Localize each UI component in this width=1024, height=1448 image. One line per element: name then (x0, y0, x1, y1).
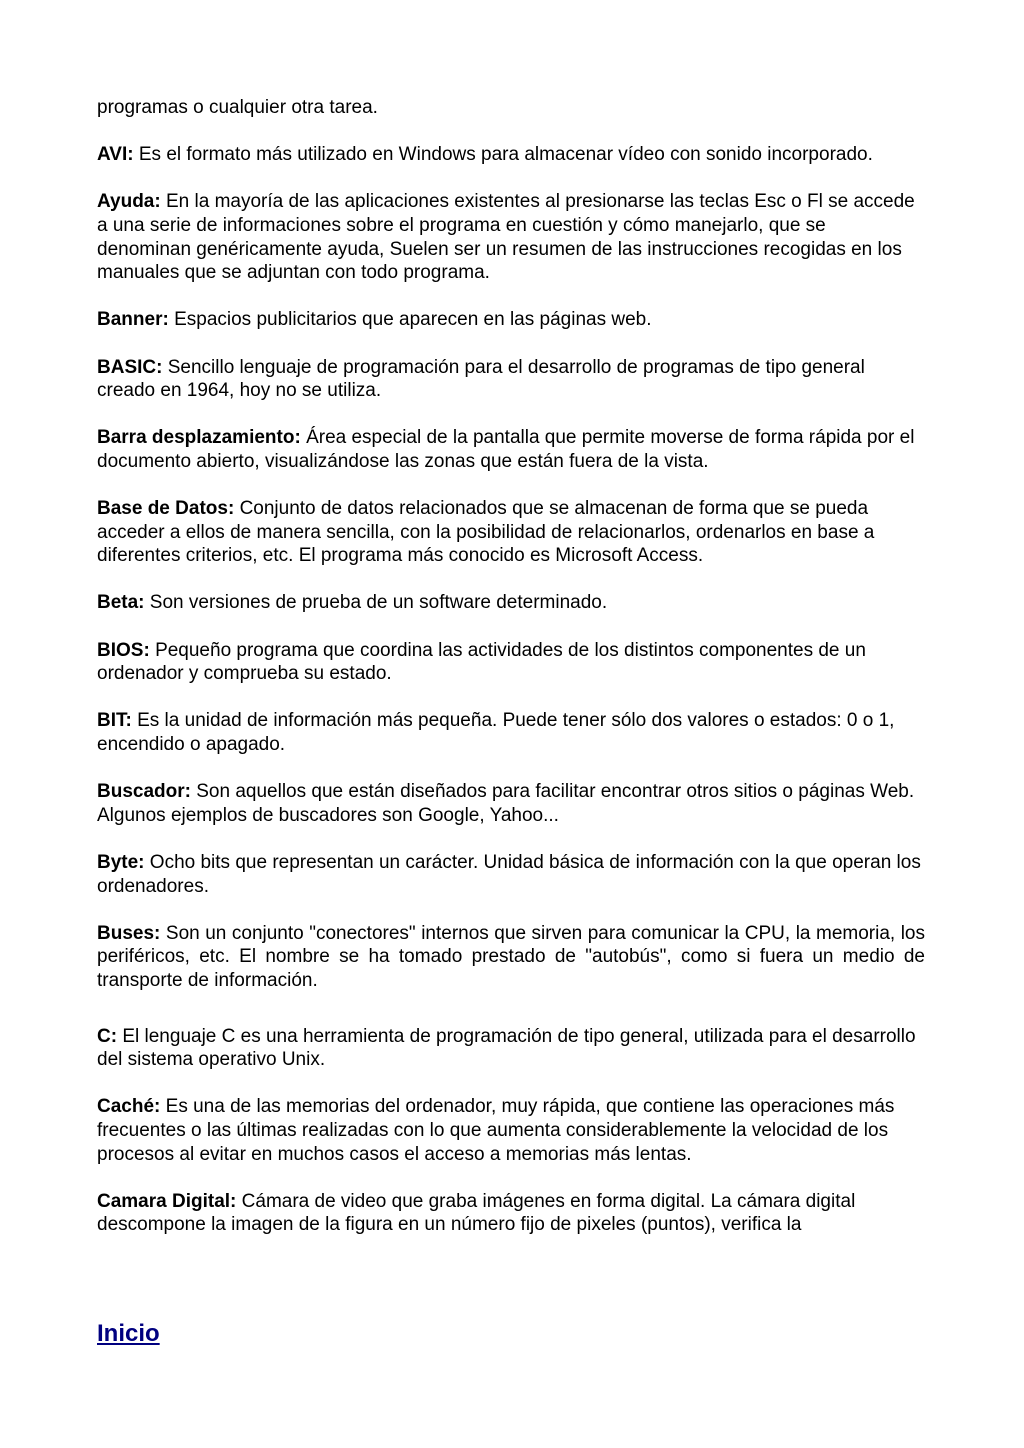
entry-definition: Sencillo lenguaje de programación para el desarrollo de programas de tipo general creado en 1964, hoy no se utiliza. (97, 356, 865, 402)
glossary-entry-bit (97, 709, 925, 756)
entry-term: Caché: (97, 1096, 161, 1118)
glossary-entry-ayuda (97, 190, 925, 284)
glossary-entry-base-de-datos (97, 497, 925, 568)
intro-text: programas o cualquier otra tarea. (97, 97, 378, 118)
entry-definition: Ocho bits que representan un carácter. Unidad básica de información con la que operan los ordenadores. (97, 852, 921, 897)
entry-definition: Es una de las memorias del ordenador, muy rápida, que contiene las operaciones más frecuentes o las últimas realizadas con lo que aumenta considerablemente la velocidad de los procesos al evitar en muchos casos el acceso a memorias más lentas. (97, 1096, 895, 1165)
entry-definition: Es el formato más utilizado en Windows para almacenar vídeo con sonido incorporado. (138, 144, 873, 166)
entry-term: Beta: (97, 592, 145, 614)
entry-definition: Área especial de la pantalla que permite moverse de forma rápida por el documento abierto, visualizándose las zonas que están fuera de la vista. (97, 427, 915, 472)
glossary-entry-buscador (97, 780, 925, 827)
entry-term: Ayuda: (97, 191, 161, 213)
entry-term: BIT: (97, 710, 132, 732)
entry-definition: Cámara de video que graba imágenes en forma digital. La cámara digital descompone la imagen de la figura en un número fijo de pixeles (puntos), verifica la (97, 1190, 856, 1236)
entry-term: Camara Digital: (97, 1190, 237, 1212)
entry-definition: Espacios publicitarios que aparecen en las páginas web. (174, 309, 652, 331)
entry-definition: El lenguaje C es una herramienta de programación de tipo general, utilizada para el desarrollo del sistema operativo Unix. (97, 1025, 916, 1071)
glossary-entry-barra-desplazamiento (97, 426, 925, 473)
entry-definition: Pequeño programa que coordina las actividades de los distintos componentes de un ordenador y comprueba su estado. (97, 639, 866, 685)
entry-term: BIOS: (97, 639, 150, 661)
entry-term: Buses: (97, 922, 161, 944)
glossary-entry-camara-digital (97, 1190, 925, 1237)
glossary-entry-cache (97, 1095, 925, 1166)
entry-definition: Son versiones de prueba de un software determinado. (149, 592, 608, 614)
entry-term: Barra desplazamiento: (97, 427, 301, 449)
entry-term: Base de Datos: (97, 498, 235, 520)
glossary-entry-buses (97, 922, 925, 993)
entry-term: AVI: (97, 144, 134, 166)
entry-term: BASIC: (97, 356, 163, 378)
entry-term: C: (97, 1025, 118, 1047)
glossary-entry-bios (97, 639, 925, 686)
entry-term: Byte: (97, 852, 145, 873)
glossary-entry-beta (97, 591, 925, 615)
entry-term: Buscador: (97, 781, 191, 803)
inicio-link[interactable]: Inicio (97, 1320, 160, 1347)
entry-definition: Son aquellos que están diseñados para facilitar encontrar otros sitios o páginas Web. Algunos ejemplos de buscadores son Google, Yahoo... (97, 781, 915, 826)
entry-term: Banner: (97, 309, 169, 331)
entry-definition: En la mayoría de las aplicaciones existentes al presionarse las teclas Esc o Fl se accede a una serie de informaciones sobre el programa en cuestión y cómo manejarlo, que se denominan genéricamente ayuda, Suelen ser un resumen de las instrucciones recogidas en los manuales que se adjuntan con todo programa. (97, 191, 915, 284)
entry-definition: Son un conjunto "conectores" internos que sirven para comunicar la CPU, la memoria, los periféricos, etc. El nombre se ha tomado prestado de "autobús", como si fuera un medio de transporte de información. (97, 922, 926, 991)
glossary-entry-basic (97, 356, 925, 403)
glossary-entry-banner (97, 308, 925, 332)
document-page (97, 96, 925, 1261)
glossary-entry-byte (97, 851, 925, 898)
glossary-entry-avi (97, 143, 925, 167)
entry-definition: Es la unidad de información más pequeña. Puede tener sólo dos valores o estados: 0 o 1, encendido o apagado. (97, 710, 895, 756)
entry-definition: Conjunto de datos relacionados que se almacenan de forma que se pueda acceder a ellos de manera sencilla, con la posibilidad de relacionarlos, ordenarlos en base a diferentes criterios, etc. El programa más conocido es Microsoft Access. (97, 498, 875, 567)
glossary-entry-c (97, 1025, 925, 1072)
